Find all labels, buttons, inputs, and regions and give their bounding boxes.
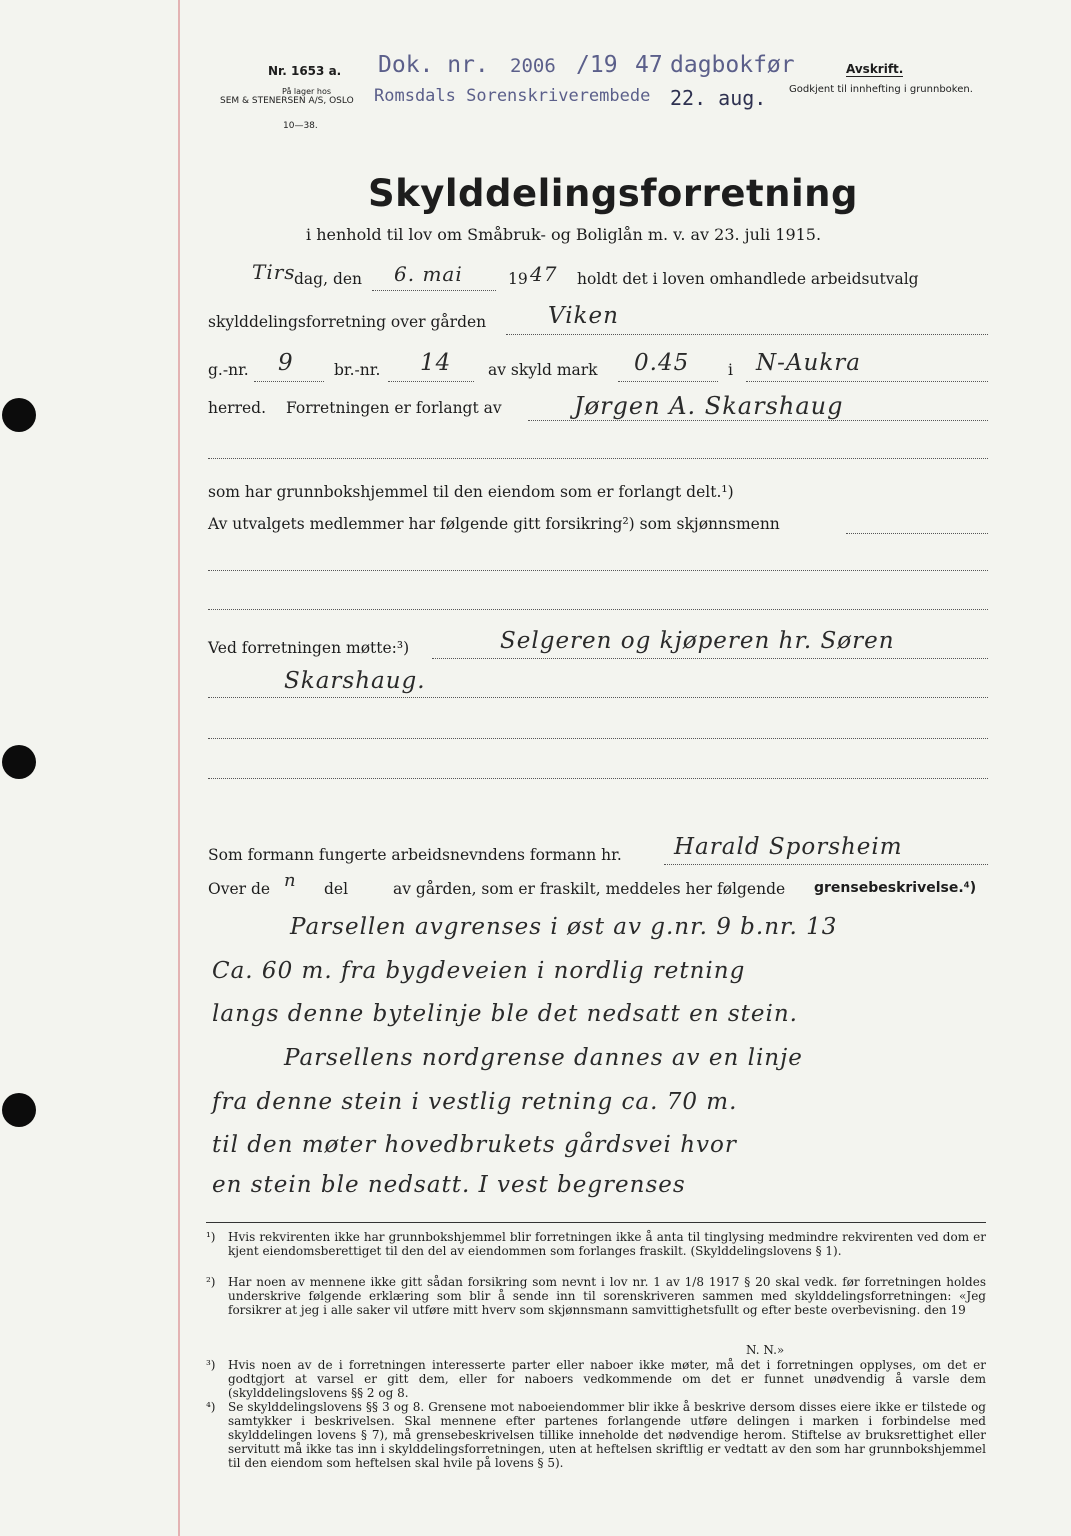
- description-line: til den møter hovedbrukets gårdsvei hvor: [212, 1132, 737, 1158]
- stamp-doc-number: 2006: [510, 55, 556, 77]
- footnote-number: ³): [206, 1358, 216, 1372]
- gnr-label: g.-nr.: [208, 361, 249, 379]
- bnr-label: br.-nr.: [334, 361, 381, 379]
- description-line: Parsellens nordgrense dannes av en linje: [284, 1045, 803, 1071]
- year-prefix: 19: [508, 270, 528, 288]
- footnote-4: [206, 1400, 986, 1470]
- date-line: [372, 290, 496, 291]
- committee-line: Av utvalgets medlemmer har følgende gitt forsikring²) som skjønnsmenn: [208, 515, 780, 533]
- farm-line: [506, 334, 988, 335]
- chair-value: Harald Sporsheim: [674, 834, 903, 860]
- part-label-b: del: [324, 880, 349, 898]
- footnote-1: [206, 1230, 986, 1258]
- gnr-value: 9: [278, 350, 294, 376]
- stamp-office: Romsdals Sorenskriverembede: [374, 86, 651, 106]
- description-line: en stein ble nedsatt. I vest begrenses: [212, 1172, 686, 1198]
- description-line: Parsellen avgrenses i øst av g.nr. 9 b.nr. 13: [290, 914, 838, 940]
- description-line: langs denne bytelinje ble det nedsatt en stein.: [212, 1001, 798, 1027]
- footnote-text: Hvis noen av de i forretningen interesserte parter eller naboer ikke møter, må det i forretningen opplyses, om det er godtgjort at varsel er gitt dem, eller for naboers vedkommende om det er funnet unødvendig å varsle dem (skylddelingslovens §§ 2 og 8.: [228, 1358, 986, 1400]
- punch-hole-top: [2, 398, 36, 432]
- met-line-2: [208, 697, 988, 698]
- footnote-3: [206, 1358, 986, 1400]
- stamp-date: 22. aug.: [670, 86, 767, 110]
- publisher-date: 10—38.: [283, 121, 318, 131]
- footnote-2-signature: [206, 1343, 986, 1357]
- bnr-value: 14: [420, 350, 452, 376]
- stamp-book: dagbokfør: [670, 52, 795, 78]
- footnote-2: [206, 1275, 986, 1317]
- footnote-text: Hvis rekvirenten ikke har grunnbokshjemmel blir forretningen ikke å anta til tinglysing medmindre rekvirenten ved dom er kjent eiendomsberettiget til den del av eiendommen som forlanges fraskilt. (Skylddelingslovens § 1).: [228, 1230, 986, 1258]
- gnr-line: [254, 381, 324, 382]
- date-value: 6. mai: [394, 262, 463, 286]
- blank-line-4: [208, 738, 988, 739]
- description-line: fra denne stein i vestlig retning ca. 70 m.: [212, 1089, 738, 1115]
- part-label-bold: grensebeskrivelse.⁴): [814, 880, 977, 896]
- page-subtitle: i henhold til lov om Småbruk- og Boliglån m. v. av 23. juli 1915.: [306, 225, 822, 244]
- skyld-value: 0.45: [634, 350, 690, 376]
- chair-label: Som formann fungerte arbeidsnevndens formann hr.: [208, 846, 622, 864]
- footnote-rule: [206, 1222, 986, 1223]
- stamp-year: 47: [635, 52, 663, 78]
- skyld-label: av skyld mark: [488, 361, 598, 379]
- requested-label: Forretningen er forlangt av: [286, 399, 502, 417]
- herred-value: N-Aukra: [756, 350, 861, 376]
- punch-hole-middle: [2, 745, 36, 779]
- blank-line-1: [208, 458, 988, 459]
- part-value: n: [284, 870, 297, 891]
- margin-line: [178, 0, 180, 1536]
- stamp-year-prefix: /19: [576, 52, 618, 78]
- farm-label: skylddelingsforretning over gården: [208, 313, 487, 331]
- publisher-line-2: SEM & STENERSEN A/S, OSLO: [220, 96, 354, 106]
- skyld-line: [618, 381, 718, 382]
- punch-hole-bottom: [2, 1093, 36, 1127]
- day-value: Tirs: [252, 260, 296, 284]
- i-label: i: [728, 361, 733, 379]
- committee-field-line: [846, 533, 988, 534]
- chair-line: [664, 864, 988, 865]
- copy-label: Avskrift.: [846, 62, 904, 76]
- description-line: Ca. 60 m. fra bygdeveien i nordlig retning: [212, 958, 746, 984]
- met-label: Ved forretningen møtte:³): [208, 639, 410, 657]
- met-value-2: Skarshaug.: [284, 668, 426, 694]
- part-label-a: Over de: [208, 880, 271, 898]
- footnote-signature-text: N. N.»: [746, 1343, 785, 1357]
- title-line: som har grunnbokshjemmel til den eiendom som er forlangt delt.¹): [208, 483, 734, 501]
- requested-value: Jørgen A. Skarshaug: [574, 392, 844, 420]
- footnote-text: Har noen av mennene ikke gitt sådan forsikring som nevnt i lov nr. 1 av 1/8 1917 § 20 skal vedk. før forretningen holdes underskrive følgende erklæring som blir å sende inn til sorenskriveren sammen med skylddelingsforretningen: «Jeg forsikrer at jeg i alle saker vil utføre mitt hverv som skjønnsmann samvittighetsfullt og efter beste overbevisning. den 19: [228, 1275, 986, 1317]
- met-value-1: Selgeren og kjøperen hr. Søren: [500, 628, 895, 654]
- farm-value: Viken: [548, 303, 619, 329]
- blank-line-2: [208, 570, 988, 571]
- footnote-number: ¹): [206, 1230, 216, 1244]
- held-text: holdt det i loven omhandlede arbeidsutvalg: [577, 270, 919, 288]
- stamp-doc-label: Dok. nr.: [378, 52, 489, 78]
- form-number: Nr. 1653 a.: [268, 64, 342, 78]
- herred-line: [746, 381, 988, 382]
- requested-line: [528, 420, 988, 421]
- publisher-line-1: På lager hos: [282, 87, 331, 96]
- herred-label: herred.: [208, 399, 266, 417]
- blank-line-5: [208, 778, 988, 779]
- part-label-c: av gården, som er fraskilt, meddeles her følgende: [393, 880, 786, 898]
- page-title: Skylddelingsforretning: [368, 172, 858, 215]
- bnr-line: [388, 381, 474, 382]
- approved-label: Godkjent til innhefting i grunnboken.: [789, 84, 973, 95]
- footnote-number: ²): [206, 1275, 216, 1289]
- met-line: [432, 658, 988, 659]
- footnote-text: Se skylddelingslovens §§ 3 og 8. Grensene mot naboeiendommer blir ikke å beskrive dersom disses eiere ikke er tilstede og samtykker i beskrivelsen. Skal mennene efter partenes forlangende utføre delingen i marken i forbindelse med skylddelingen lovens § 7), må grensebeskrivelsen tillike inneholde det nødvendige herom. Stiftelse av bruksrettighet eller servitutt må ikke tas inn i skylddelingsforretningen, uten at heftelsen skriftlig er vedtatt av den som har grunnbokshjemmel til den eiendom som heftelsen skal hvile på lovens § 5).: [228, 1400, 986, 1470]
- footnote-number: ⁴): [206, 1400, 216, 1414]
- blank-line-3: [208, 609, 988, 610]
- year-value: 47: [530, 262, 558, 286]
- day-label: dag, den: [294, 270, 363, 288]
